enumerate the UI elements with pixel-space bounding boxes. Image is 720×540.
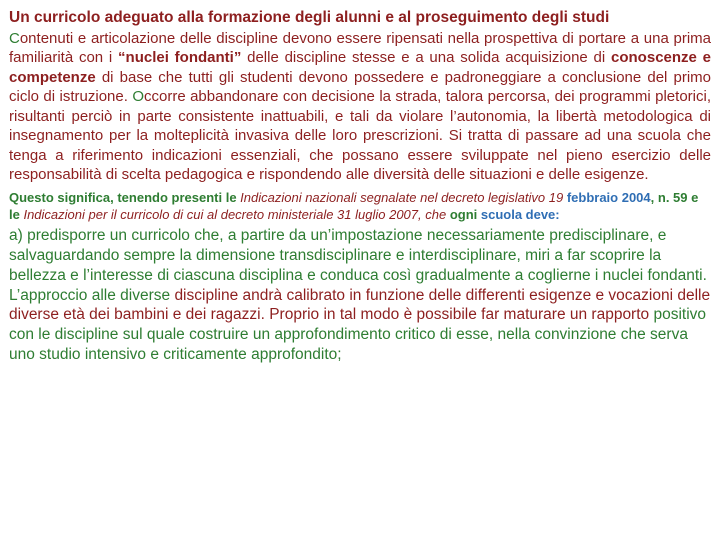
text-run: febbraio 2004	[566, 189, 651, 205]
text-run: ogni	[449, 206, 481, 222]
text-run: a) predisporre un curricolo che, a partire da un’impostazione necessariamente predisciplinare, e salvaguardando sempre la dimensione transdisciplinare e interdisciplinare, miri a far scoprire la bellezza e l’interesse di ciascuna disciplina e conduca così gradualmente a coglierne i nuclei fondanti. L’approccio alle diverse	[9, 227, 712, 304]
paragraph-contenuti	[9, 29, 716, 185]
paragraph-item-a	[9, 226, 715, 365]
text-run: di base che tutti gli studenti devono possedere e padroneggiare a conclusione del primo ciclo di istruzione.	[9, 68, 716, 106]
text-run: scuola deve:	[480, 206, 560, 222]
text-run: Un curricolo adeguato alla formazione degli alunni e al proseguimento degli studi	[9, 9, 610, 26]
slide-title	[9, 8, 711, 28]
text-run: , n. 59 e le	[9, 189, 702, 222]
text-run: delle discipline stesse e a una solida acquisizione di	[241, 49, 612, 67]
text-run: C	[9, 29, 20, 47]
text-run: Questo significa, tenendo presenti le	[9, 189, 241, 205]
text-run: Indicazioni nazionali segnalate nel decreto legislativo 19	[240, 189, 567, 205]
slide-text	[9, 8, 716, 365]
text-run: conoscenze e competenze	[9, 49, 716, 86]
text-run: “nuclei fondanti”	[118, 49, 242, 67]
text-run: O	[132, 88, 144, 106]
text-run: ccorre abbandonare con decisione la strada, talora percorsa, dei programmi pletorici, risultanti perciò in parte consistente inattuabili, e tali da violare l’autonomia, la libertà metodologica di insegnamento per la molteplicità invasiva delle loro prescrizioni. Si tratta di passare ad una scuola che tenga a riferimento indicazioni essenziali, che possano essere sviluppate nel pieno esercizio delle responsabilità di scelta pedagogica e rispondendo alle diversità delle situazioni e delle esigenze.	[9, 88, 716, 184]
text-run: discipline andrà calibrato in funzione delle differenti esigenze e vocazioni delle diverse età dei bambini e dei ragazzi. Proprio in tal modo è possibile far maturare un rapporto	[9, 286, 715, 324]
text-run: positivo con le discipline sul quale costruire un approfondimento critico di esse, nella convinzione che serva uno studio intensivo e criticamente approfondito;	[9, 306, 711, 364]
text-run: ontenuti e articolazione delle discipline devono essere ripensati nella prospettiva di portare a una prima familiarità con i	[9, 29, 716, 67]
paragraph-questo-significa	[9, 189, 711, 223]
text-run: Indicazioni per il curricolo di cui al decreto ministeriale 31 luglio 2007, che	[23, 206, 450, 222]
